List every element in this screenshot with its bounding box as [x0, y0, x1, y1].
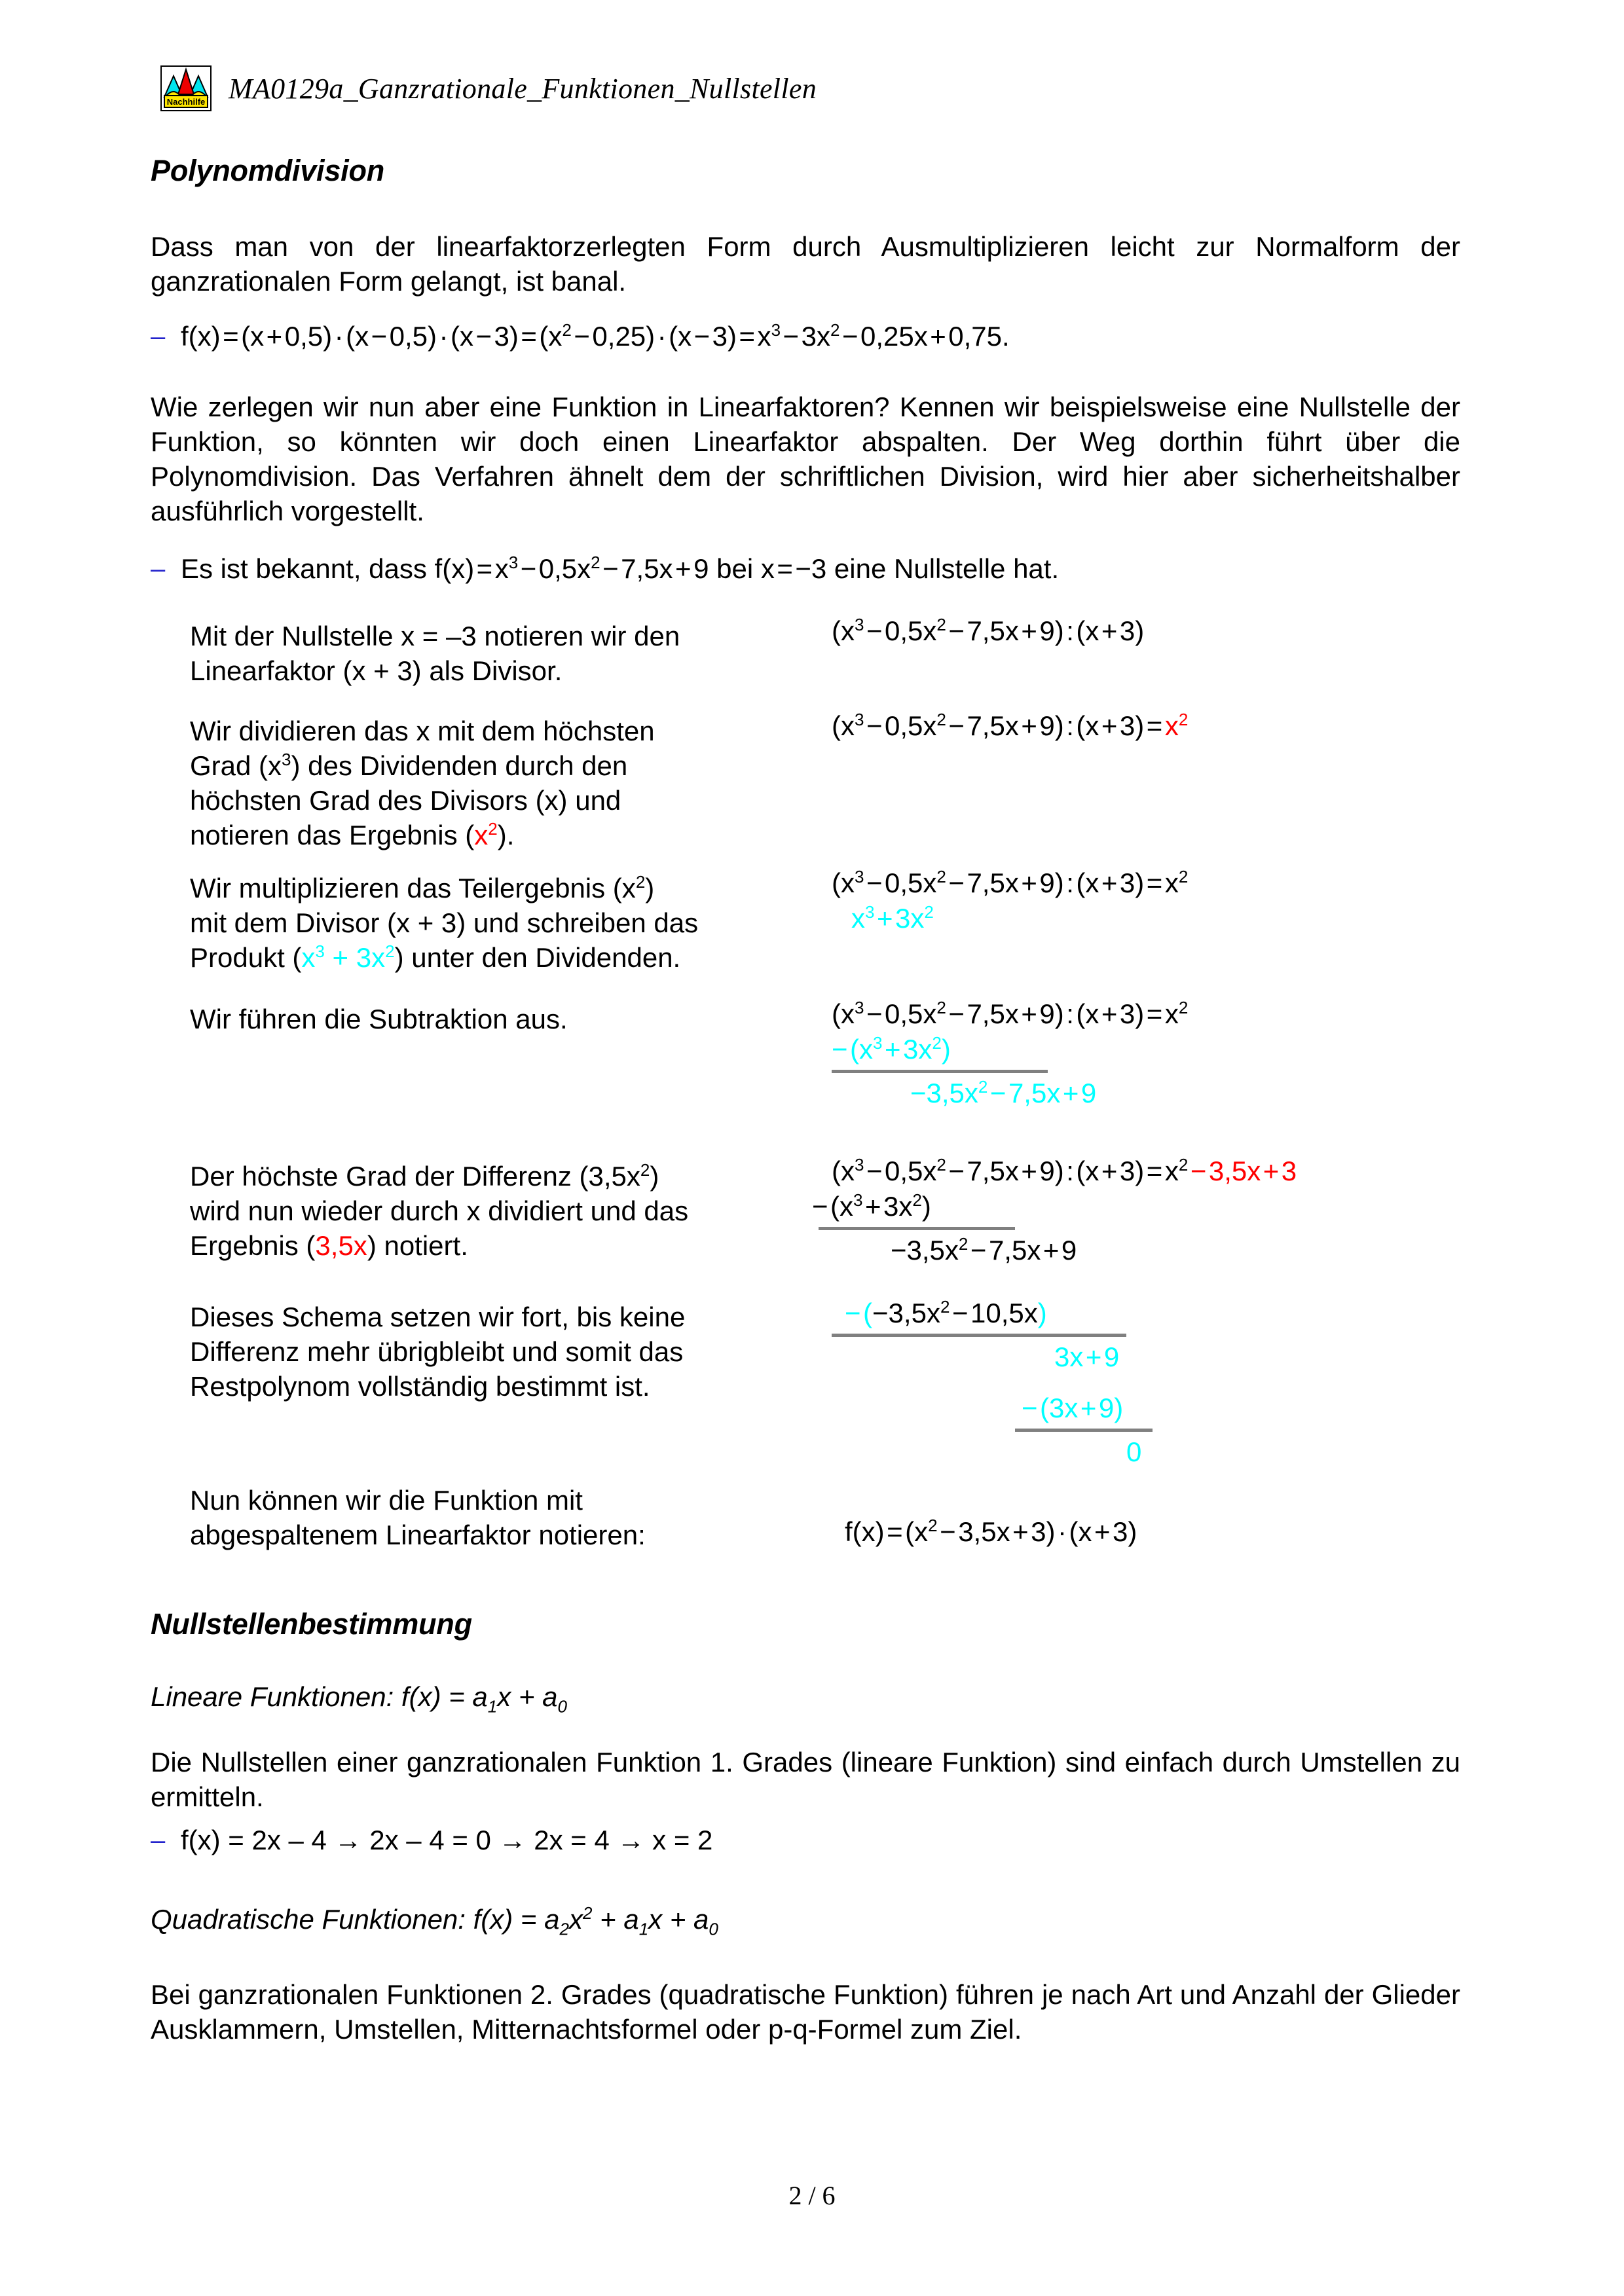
step-continue-line1: Dieses Schema setzen wir fort, bis keine: [190, 1302, 686, 1332]
math-subtrahend3-cyan: − (3x + 9): [1022, 1393, 1124, 1423]
bullet-dash-icon: –: [151, 322, 166, 351]
quotient-term-red: $x^2$: [1164, 710, 1189, 741]
bullet-ausmultiplizieren: [151, 319, 1010, 354]
step-next-degree-math: [812, 1154, 1297, 1268]
step-multiply-line3: Produkt $(x^3 + 3x^2)$ unter den Dividenden.: [190, 941, 681, 973]
bullet-bekannt: [151, 552, 1059, 586]
subtraction-rule: [819, 1227, 1015, 1230]
step-divide-line4: notieren das Ergebnis $(x^2)$.: [190, 819, 515, 850]
step-continue-text: [190, 1300, 805, 1404]
heading-polynomdivision: Polynomdivision: [151, 154, 385, 187]
subheading-quadratische-funktionen: Quadratische Funktionen: $f(x) = a_2x^2 + a_1x + a_0$: [151, 1903, 718, 1939]
step-multiply-math: [832, 866, 1188, 936]
subtraction-rule: [832, 1070, 1048, 1073]
logo-label: Nachhilfe: [166, 97, 206, 107]
step-final-math: [845, 1514, 1137, 1550]
step-divisor-math: [832, 613, 1144, 649]
step-continue-line2: Differenz mehr übrigbleibt und somit das: [190, 1336, 684, 1367]
step-final-line2: abgespaltenem Linearfaktor notieren:: [190, 1520, 646, 1550]
step-next-line1: Der höchste Grad der Differenz $(3,5x^2)$: [190, 1160, 659, 1192]
step-divisor-line1: Mit der Nullstelle x = –3 notieren wir den: [190, 621, 680, 651]
paragraph-linear-intro: Die Nullstellen einer ganzrationalen Funktion 1. Grades (lineare Funktion) sind einfach durch Umstellen zu ermitteln.: [151, 1747, 1460, 1812]
step-subtract-line1: Wir führen die Subtraktion aus.: [190, 1004, 568, 1034]
step-multiply-line2: mit dem Divisor (x + 3) und schreiben das: [190, 907, 699, 938]
step-multiply-text: [190, 871, 805, 975]
step-continue-line3: Restpolynom vollständig bestimmt ist.: [190, 1371, 650, 1402]
step-divide-text: [190, 714, 805, 852]
step-multiply-line1: Wir multiplizieren das Teilergebnis $(x^2)$: [190, 872, 655, 903]
highlight-3-5x: 3,5x: [315, 1230, 367, 1261]
step-final-text: [190, 1483, 805, 1552]
highlight-product-cyan: $x^3 + 3x^2$: [301, 941, 395, 973]
math-quotient-line: ($x^3$ − $0,5x^2$ − 7,5x + 9) : (x + 3) = $x^2$: [832, 867, 1189, 898]
step-divide-line2: Grad $(x^3)$ des Dividenden durch den: [190, 750, 628, 781]
step-next-degree-text: [190, 1159, 805, 1263]
step-next-line2: wird nun wieder durch x dividiert und das: [190, 1195, 689, 1226]
formula-lineares-beispiel: f(x) = 2x – 4 → 2x – 4 = 0 → 2x = 4 → x = 2: [181, 1825, 713, 1855]
math-quotient-line: ($x^3$ − $0,5x^2$ − 7,5x + 9) : (x + 3) = $x^2$: [832, 998, 1189, 1029]
subheading-lineare-funktionen: Lineare Funktionen: $f(x) = a_1x + a_0$: [151, 1681, 567, 1717]
math-product-cyan: $x^3$ + $3x^2$: [851, 902, 934, 934]
math-subtrahend1: − ($x^3$ + $3x^2$): [812, 1190, 931, 1222]
math-difference2-cyan: 3x + 9: [1054, 1341, 1120, 1372]
step-subtract-text: [190, 1002, 805, 1036]
page-footer: [0, 2180, 1624, 2211]
math-remainder-cyan: 0: [1126, 1436, 1142, 1467]
minus-paren-open-cyan: − (: [845, 1298, 873, 1328]
math-factored-result: f(x) = ($x^2$ − 3,5x + 3) · (x + 3): [845, 1516, 1137, 1547]
step-subtract-math: [832, 996, 1188, 1111]
step-divide-line3: höchsten Grad des Divisors (x) und: [190, 785, 621, 816]
paragraph-quadratisch-intro: Bei ganzrationalen Funktionen 2. Grades (quadratische Funktion) führen je nach Art und Anzahl der Glieder Ausklammern, Umstellen, Mitternachtsformel oder p-q-Formel zum Ziel.: [151, 1979, 1460, 2045]
subtraction-rule: [1015, 1429, 1153, 1432]
math-difference1: $-3,5x^2$ − 7,5x + 9: [891, 1234, 1077, 1266]
bullet-dash-icon: –: [151, 1826, 166, 1855]
math-quotient-line-red: ($x^3$ − $0,5x^2$ − 7,5x + 9) : (x + 3) = $x^2$ − 3,5x + 3: [832, 1155, 1297, 1186]
math-subtrahend-cyan: − ($x^3$ + $3x^2$): [832, 1033, 951, 1065]
math-difference1-cyan: $-3,5x^2$ − 7,5x + 9: [910, 1077, 1097, 1108]
document-title: MA0129a_Ganzrationale_Funktionen_Nullstellen: [229, 72, 817, 105]
step-divisor-text: [190, 619, 805, 688]
bullet-lineares-beispiel: [151, 1823, 712, 1857]
step-next-line3: Ergebnis (3,5x) notiert.: [190, 1230, 468, 1261]
step-divide-line1: Wir dividieren das x mit dem höchsten: [190, 716, 655, 746]
heading-nullstellenbestimmung: Nullstellenbestimmung: [151, 1607, 472, 1641]
step-continue-math: [845, 1296, 1153, 1470]
formula-ausmultiplizieren: f(x) = (x + 0,5) · (x − 0,5) · (x − 3) = ($x^2$ − 0,25) · (x − 3) = $x^3$ − $3x^2$ − 0,25x + 0,75.: [181, 320, 1010, 352]
highlight-x2: $x^2$: [474, 819, 498, 850]
bullet-dash-icon: –: [151, 555, 166, 583]
formula-bekannt: Es ist bekannt, dass f(x) = $x^3$ − $0,5x^2$ − 7,5x + 9 bei x = −3 eine Nullstelle hat.: [181, 553, 1060, 584]
subtraction-rule: [832, 1334, 1126, 1337]
nachhilfe-logo-icon: [160, 65, 212, 111]
math-quotient-x2: ($x^3$ − $0,5x^2$ − 7,5x + 9) : (x + 3) = $x^2$: [832, 710, 1189, 741]
step-divide-math: [832, 708, 1188, 744]
math-dividend-divisor: ($x^3$ − $0,5x^2$ − 7,5x + 9) : (x + 3): [832, 615, 1145, 646]
quotient-rest-red: − 3,5x + 3: [1188, 1156, 1297, 1186]
step-divisor-line2: Linearfaktor (x + 3) als Divisor.: [190, 655, 563, 686]
page-number: 2 / 6: [788, 2181, 836, 2210]
step-final-line1: Nun können wir die Funktion mit: [190, 1485, 583, 1516]
math-subtrahend2: − ($-3,5x^2$ − 10,5x): [845, 1297, 1047, 1328]
minus-paren-close-cyan: ): [1037, 1298, 1047, 1328]
paragraph-zerlegen: Wie zerlegen wir nun aber eine Funktion in Linearfaktoren? Kennen wir beispielsweise eine Nullstelle der Funktion, so könnten wir doch einen Linearfaktor abspalten. Der Weg dorthin führt über die Polynomdivision. Das Verfahren ähnelt dem der schriftlichen Division, wird hier aber sicherheitshalber ausführlich vorgestellt.: [151, 392, 1460, 526]
paragraph-intro: Dass man von der linearfaktorzerlegten Form durch Ausmultiplizieren leicht zur Normalform der ganzrationalen Form gelangt, ist banal.: [151, 231, 1460, 297]
document-header: [160, 65, 817, 111]
